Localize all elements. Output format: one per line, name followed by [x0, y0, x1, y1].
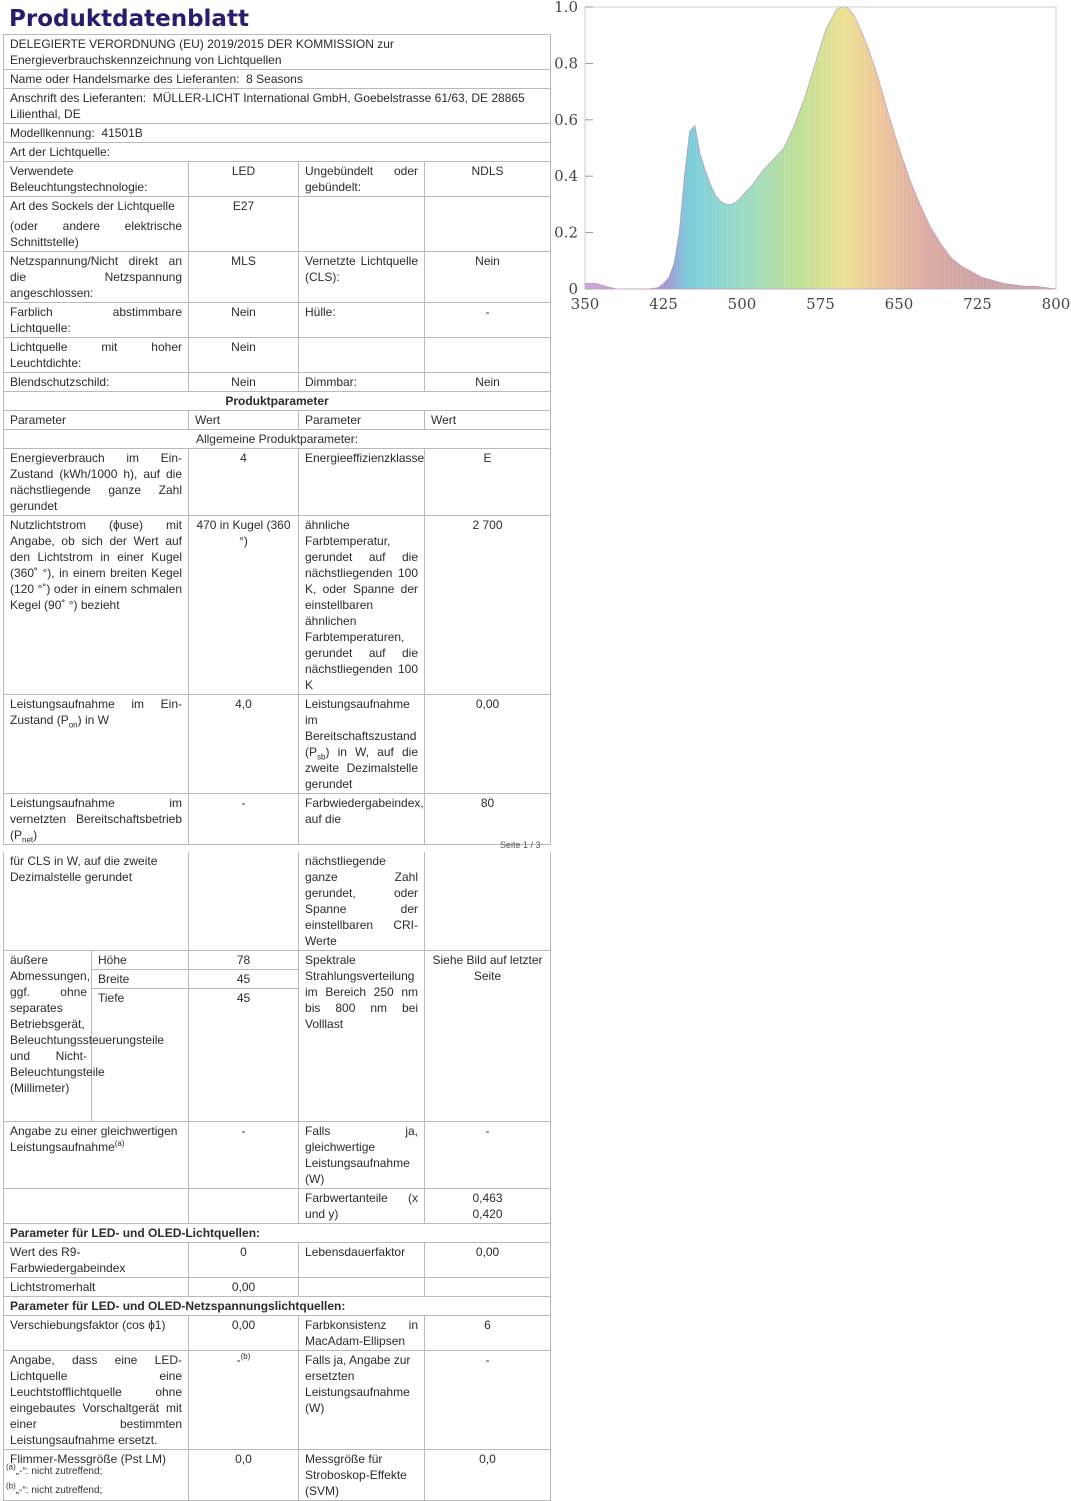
param-row: Leistungsaufnahme im Ein-Zustand $(P_{on})$ in W 4,0 Leistungsaufnahme im Bereitschaftszustand $(P_{sb})$ in W, auf die zweite Dezimalstelle gerundet 0,00: [4, 695, 551, 794]
y-tick-label: 0.6: [554, 110, 578, 129]
section-product-parameters: Produktparameter: [4, 392, 551, 411]
type-row: Netzspannung/Nicht direkt an die Netzspannung angeschlossen: MLS Vernetzte Lichtquelle (CLS): Nein: [4, 252, 551, 303]
column-headers: Parameter Wert Parameter Wert: [4, 411, 551, 430]
param-row: Verschiebungsfaktor (cos ϕ1) 0,00 Farbkonsistenz in MacAdam-Ellipsen 6: [4, 1316, 551, 1351]
y-tick-label: 1.0: [554, 0, 578, 16]
param-row: Lichtstromerhalt 0,00: [4, 1278, 551, 1297]
page-marker: Seite 1 / 3: [500, 840, 541, 850]
x-tick-label: 575: [806, 295, 835, 313]
param-row: Angabe, dass eine LED-Lichtquelle eine Leuchtstofflichtquelle ohne eingebautes Vorschaltgerät mit einer bestimmten Leistungsaufnahme ersetzt. -$^{(b)}$ Falls ja, Angabe zur ersetzten Leistungsaufnahme (W) -: [4, 1351, 551, 1450]
dims-row: Breite 45: [4, 970, 551, 989]
y-tick-label: 0.2: [554, 223, 578, 242]
datasheet-table: [3, 34, 551, 845]
x-tick-label: 425: [649, 295, 678, 313]
param-row: Leistungsaufnahme im vernetzten Bereitschaftsbetrieb $(P_{net})$ - Farbwiedergabeindex, auf die 80: [4, 794, 551, 845]
param-row: Flimmer-Messgröße (Pst LM) 0,0 Messgröße für Stroboskop-Effekte (SVM) 0,0: [4, 1450, 551, 1501]
x-tick-label: 500: [727, 295, 757, 313]
x-tick-label: 350: [570, 295, 600, 313]
y-tick-label: 0.8: [554, 54, 578, 73]
param-row: für CLS in W, auf die zweite Dezimalstelle gerundet nächstliegende ganze Zahl gerundet, oder Spanne der einstellbaren CRI-Werte: [4, 852, 551, 951]
page-title: Produktdatenblatt: [9, 6, 249, 32]
x-tick-label: 800: [1041, 295, 1071, 313]
footnote: $^{(a)}$„-“: nicht zutreffend;: [6, 1462, 103, 1477]
spectrum-chart: [552, 0, 1071, 320]
datasheet: [3, 0, 550, 845]
section-mains-parameters: Parameter für LED- und OLED-Netzspannungslichtquellen:: [4, 1297, 551, 1316]
light-source-type-label: Art der Lichtquelle:: [4, 143, 551, 162]
y-tick-label: 0: [568, 280, 578, 298]
supplier-name: Name oder Handelsmarke des Lieferanten: 8 Seasons: [4, 70, 551, 89]
param-row: Wert des R9-Farbwiedergabeindex 0 Lebensdauerfaktor 0,00: [4, 1243, 551, 1278]
model-id: Modellkennung: 41501B: [4, 124, 551, 143]
x-tick-label: 725: [963, 295, 992, 313]
x-tick-label: 650: [884, 295, 914, 313]
type-row: Blendschutzschild: Nein Dimmbar: Nein: [4, 373, 551, 392]
supplier-address: Anschrift des Lieferanten: MÜLLER-LICHT International GmbH, Goebelstrasse 61/63, DE 28865 Lilienthal, DE: [4, 89, 551, 124]
type-row: Art des Sockels der Lichtquelle (oder andere elektrische Schnittstelle) E27: [4, 197, 551, 252]
param-row: Farbwertanteile (x und y) 0,463 0,420: [4, 1189, 551, 1224]
type-row: Farblich abstimmbare Lichtquelle: Nein Hülle: -: [4, 303, 551, 338]
section-led-parameters: Parameter für LED- und OLED-Lichtquellen:: [4, 1224, 551, 1243]
param-row: Angabe zu einer gleichwertigen Leistungsaufnahme$^{(a)}$ - Falls ja, gleichwertige Leistungsaufnahme (W) -: [4, 1122, 551, 1189]
type-row: Lichtquelle mit hoher Leuchtdichte: Nein: [4, 338, 551, 373]
regulation-text: DELEGIERTE VERORDNUNG (EU) 2019/2015 DER KOMMISSION zur Energieverbrauchskennzeichnung von Lichtquellen: [4, 35, 551, 70]
datasheet-table-continued: [3, 852, 551, 1501]
param-row: Nutzlichtstrom (ϕuse) mit Angabe, ob sich der Wert auf den Lichtstrom in einer Kugel (360˚ °), in einem breiten Kegel (120 °˚) oder in einem schmalen Kegel (90˚ °) bezieht 470 in Kugel (360 °) ähnliche Farbtemperatur, gerundet auf die nächstliegenden 100 K, oder Spanne der einstellbaren ähnlichen Farbtemperaturen, gerundet auf die nächstliegenden 100 K 2 700: [4, 516, 551, 695]
section-general-parameters: Allgemeine Produktparameter:: [4, 430, 551, 449]
footnote: $^{(b)}$„-“: nicht zutreffend;: [6, 1481, 103, 1496]
dims-row: Tiefe 45: [4, 989, 551, 1122]
dims-row: äußere Abmessungen, ggf. ohne separates Betriebsgerät, Beleuchtungssteuerungsteile und Nicht-Beleuchtungsteile (Millimeter) Höhe 78 Spektrale Strahlungsverteilung im Bereich 250 nm bis 800 nm bei Volllast Siehe Bild auf letzter Seite: [4, 951, 551, 970]
param-row: Energieverbrauch im Ein-Zustand (kWh/1000 h), auf die nächstliegende ganze Zahl gerundet 4 Energieeffizienzklasse E: [4, 449, 551, 516]
y-tick-label: 0.4: [554, 167, 578, 186]
datasheet-continued: [3, 852, 550, 1501]
type-row: Verwendete Beleuchtungstechnologie: LED Ungebündelt oder gebündelt: NDLS: [4, 162, 551, 197]
